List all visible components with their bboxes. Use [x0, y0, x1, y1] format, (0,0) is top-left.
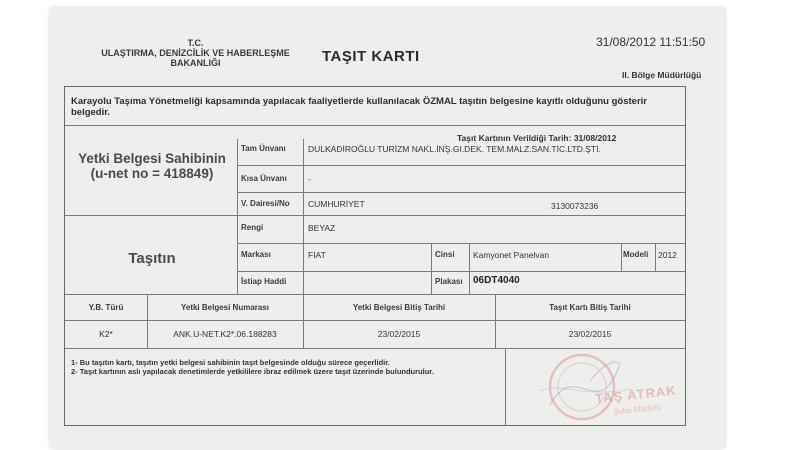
ministry-line-1: T.C. [187, 38, 204, 48]
vehicle-section-title: Taşıtın [128, 250, 176, 267]
tax-number-value: 3130073236 [551, 201, 599, 211]
brand-label: Markası [241, 250, 271, 259]
permit-type-header: Y.B. Türü [88, 303, 124, 312]
divider-line [505, 348, 506, 425]
short-name-value: - [308, 174, 311, 184]
note-item: 2- Taşıt kartının aslı yapılacak denetimlerde yetkililere ibraz edilmek üzere taşıt üzerinde bulundurulur. [71, 367, 434, 376]
plate-label: Plakası [435, 277, 463, 286]
brand-value: FIAT [308, 250, 326, 260]
divider-line [237, 243, 685, 244]
notes-list [71, 358, 503, 376]
permit-end-header: Yetki Belgesi Bitiş Tarihi [352, 303, 446, 312]
divider-line [65, 215, 685, 216]
divider-line [65, 348, 685, 349]
type-value: Kamyonet Panelvan [473, 250, 550, 260]
divider-line [621, 243, 622, 271]
color-label: Rengi [241, 223, 264, 232]
divider-line [65, 294, 685, 295]
stamp-subtext: Şube Müdürü [612, 402, 662, 417]
divider-line [65, 125, 685, 126]
divider-line [237, 139, 238, 294]
color-value: BEYAZ [308, 223, 336, 233]
card-title: TAŞIT KARTI [322, 48, 420, 65]
card-end-value: 23/02/2015 [568, 329, 612, 339]
model-label: Modeli [623, 250, 649, 259]
divider-line [655, 243, 656, 271]
permit-type-value: K2* [99, 329, 113, 339]
holder-section-title: Yetki Belgesi Sahibinin (u-net no = 418849) [78, 151, 226, 181]
full-name-value: DULKADİROĞLU TURİZM NAKL.İNŞ.GI.DEK. TEM.MALZ.SAN.TİC.LTD.ŞTİ. [308, 144, 601, 154]
tax-office-label: V. Dairesi/No [241, 199, 290, 208]
ministry-line-3: BAKANLIĞI [170, 58, 221, 68]
divider-line [303, 139, 304, 294]
vehicle-card-document [50, 8, 725, 448]
region-directorate: II. Bölge Müdürlüğü [622, 70, 702, 80]
tax-office-value: CUMHURİYET [308, 199, 365, 209]
type-label: Cinsi [435, 250, 455, 259]
note-item: 1- Bu taşıtın kartı, taşıtın yetki belgesi sahibinin taşıt belgesinde olduğu sürece geçerlidir. [71, 358, 390, 367]
card-table [64, 86, 686, 426]
card-description: Karayolu Taşıma Yönetmeliği kapsamında yapılacak faaliyetlerde kullanılacak ÖZMAL taşıtın belgesine kayıtlı olduğunu gösterir belgedir. [71, 96, 647, 118]
divider-line [469, 243, 470, 294]
divider-line [431, 243, 432, 294]
divider-line [237, 271, 685, 272]
permit-number-value: ANK.U-NET.K2*.06.188283 [173, 329, 277, 339]
issue-date-value: 31/08/2012 [573, 133, 617, 143]
print-datetime: 31/08/2012 11:51:50 [596, 35, 706, 49]
divider-line [237, 192, 685, 193]
model-value: 2012 [658, 250, 677, 260]
issue-date-row [457, 133, 616, 143]
issue-date-label: Taşıt Kartının Verildiği Tarih: [457, 133, 572, 143]
divider-line [65, 320, 685, 321]
divider-line [237, 165, 685, 166]
permit-end-value: 23/02/2015 [377, 329, 421, 339]
plate-value: 06DT4040 [473, 275, 520, 286]
capacity-label: İstiap Haddi [241, 277, 287, 286]
ministry-line-2: ULAŞTIRMA, DENİZCİLİK VE HABERLEŞME [101, 48, 290, 58]
permit-number-header: Yetki Belgesi Numarası [180, 303, 270, 312]
card-end-header: Taşıt Kartı Bitiş Tarihi [549, 303, 631, 312]
full-name-label: Tam Ünvanı [241, 144, 286, 153]
ministry-header [88, 38, 303, 68]
short-name-label: Kısa Ünvanı [241, 174, 287, 183]
stamp-text: TAŞ ATRAK [594, 382, 678, 407]
